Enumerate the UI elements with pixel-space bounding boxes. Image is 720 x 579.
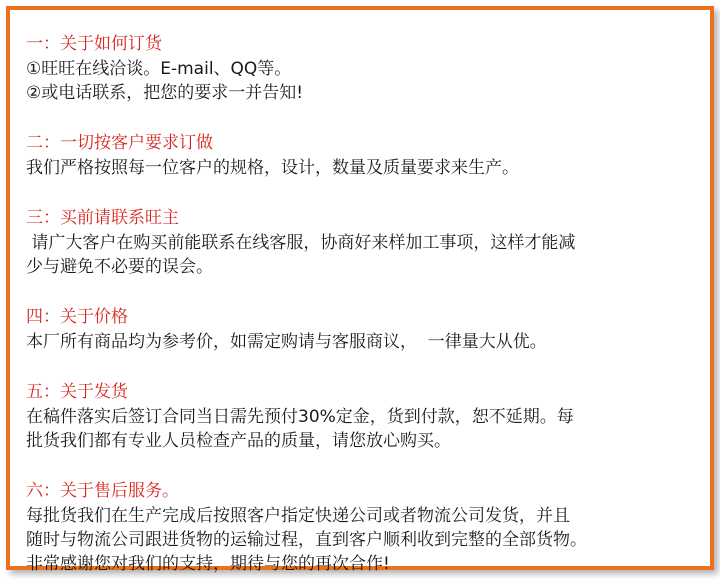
section-text-line: 请广大客户在购买前能联系在线客服，协商好来样加工事项，这样才能减 bbox=[26, 233, 576, 253]
section-text-line: 在稿件落实后签订合同当日需先预付30%定金，货到付款，恕不延期。每 bbox=[26, 407, 574, 427]
section-text-line: 随时与物流公司跟进货物的运输过程，直到客户顺利收到完整的全部货物。 bbox=[26, 530, 587, 550]
section-pricing bbox=[26, 305, 696, 354]
section-text-line: 本厂所有商品均为参考价，如需定购请与客服商议， 一律量大从优。 bbox=[26, 332, 547, 352]
section-text-line: 非常感谢您对我们的支持，期待与您的再次合作! bbox=[26, 554, 390, 574]
section-heading: 六：关于售后服务。 bbox=[26, 481, 179, 501]
section-text-line: 批货我们都有专业人员检查产品的质量，请您放心购买。 bbox=[26, 431, 451, 451]
section-ordering bbox=[26, 32, 696, 105]
section-heading: 三：买前请联系旺主 bbox=[26, 208, 179, 228]
section-heading: 二：一切按客户要求订做 bbox=[26, 133, 213, 153]
section-custom-order bbox=[26, 131, 696, 180]
section-text-line: 少与避免不必要的误会。 bbox=[26, 257, 213, 277]
section-heading: 五：关于发货 bbox=[26, 382, 128, 402]
section-heading: 一：关于如何订货 bbox=[26, 34, 162, 54]
section-heading: 四：关于价格 bbox=[26, 307, 128, 327]
section-text-line: 我们严格按照每一位客户的规格，设计，数量及质量要求来生产。 bbox=[26, 158, 519, 178]
section-text-line: ①旺旺在线洽谈。E-mail、QQ等。 bbox=[26, 59, 292, 79]
section-text-line: 每批货我们在生产完成后按照客户指定快递公司或者物流公司发货，并且 bbox=[26, 506, 570, 526]
notice-content bbox=[26, 32, 696, 576]
section-contact-before-buying bbox=[26, 206, 696, 279]
section-text-line: ②或电话联系，把您的要求一并告知! bbox=[26, 83, 304, 103]
section-after-sales bbox=[26, 479, 696, 576]
section-shipping bbox=[26, 380, 696, 453]
